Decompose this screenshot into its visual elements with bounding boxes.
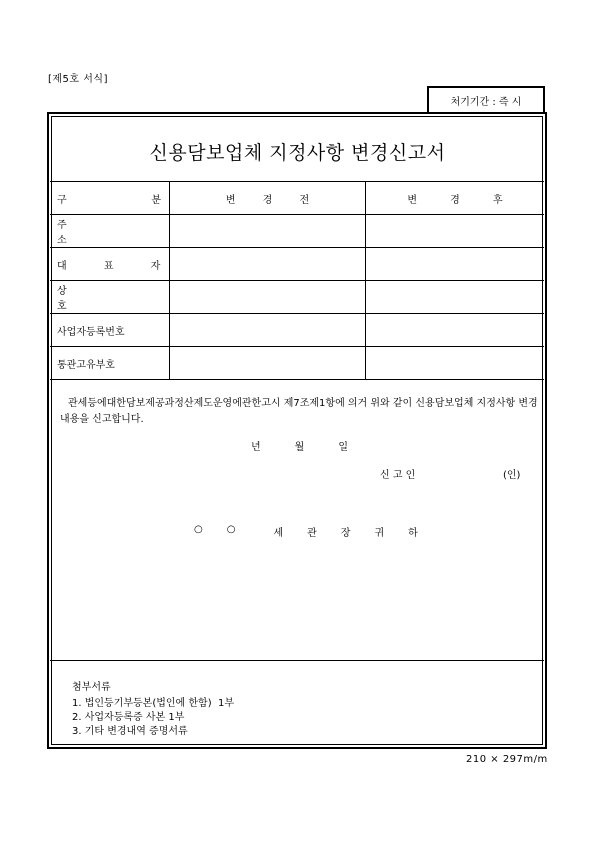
attachment-item: 3. 기타 변경내역 증명서류 xyxy=(72,726,188,737)
representative-after-field[interactable] xyxy=(366,248,544,280)
processing-period-box xyxy=(427,86,545,112)
recipient-char: ○ xyxy=(194,524,203,535)
row-label-text: 통관고유부호 xyxy=(57,359,115,371)
customs-code-before-field[interactable] xyxy=(170,347,365,379)
reporter-label: 신 고 인 xyxy=(380,470,416,481)
attachments-divider xyxy=(50,660,544,661)
date-day: 일 xyxy=(338,442,349,453)
row-label-business-reg-no xyxy=(57,314,161,346)
form-title: 신용담보업체 지정사항 변경신고서 xyxy=(149,142,446,164)
date-year: 년 xyxy=(251,442,261,453)
attachment-item: 1. 법인등기부등본(법인에 한함) 1부 xyxy=(72,698,235,709)
attachment-item: 2. 사업자등록증 사본 1부 xyxy=(72,712,185,723)
seal-mark: (인) xyxy=(503,470,521,481)
header-category-label xyxy=(57,191,161,206)
company-name-after-field[interactable] xyxy=(366,281,544,313)
row-label-text: 주 소 xyxy=(57,220,67,246)
customs-code-after-field[interactable] xyxy=(366,347,544,379)
row-label-text: 상 호 xyxy=(57,286,67,312)
header-category-char: 구 xyxy=(57,194,67,206)
row-label-representative xyxy=(57,248,161,280)
business-reg-before-field[interactable] xyxy=(170,314,365,346)
address-before-field[interactable] xyxy=(170,215,365,247)
form-number: [제5호 서식] xyxy=(48,74,108,85)
attachments-heading: 첨부서류 xyxy=(72,682,111,693)
business-reg-after-field[interactable] xyxy=(366,314,544,346)
header-before-label: 변 경 전 xyxy=(225,194,310,206)
header-category-char: 분 xyxy=(151,194,161,206)
processing-period: 처기기간 : 즉 시 xyxy=(450,96,522,108)
row-label-company-name xyxy=(57,281,161,313)
recipient-char: 세 xyxy=(273,528,284,539)
row-label-customs-code xyxy=(57,347,161,379)
row-label-text: 대 표 자 xyxy=(57,260,161,272)
address-after-field[interactable] xyxy=(366,215,544,247)
date-month: 월 xyxy=(294,442,305,453)
recipient-char: 관 xyxy=(307,528,317,539)
header-after-label: 변 경 후 xyxy=(407,194,503,206)
row-label-address xyxy=(57,215,161,247)
recipient-char: ○ xyxy=(226,524,236,535)
date-line xyxy=(251,438,348,453)
header-category-text xyxy=(57,191,161,206)
row-label-text: 사업자등록번호 xyxy=(57,326,125,338)
header-after xyxy=(366,182,544,214)
recipient-char: 장 xyxy=(340,528,351,539)
table-bottom-line xyxy=(50,379,544,380)
recipient-char: 하 xyxy=(408,528,418,539)
paper-size: 210 × 297m/m xyxy=(466,754,548,765)
declaration-text: 관세등에대한담보제공과정산제도운영에관한고시 제7조제1항에 의거 위와 같이 신용담보업체 지정사항 변경내용을 신고합니다. xyxy=(60,398,538,425)
company-name-before-field[interactable] xyxy=(170,281,365,313)
recipient-line xyxy=(194,524,418,539)
header-before xyxy=(170,182,365,214)
header-category xyxy=(57,182,161,214)
representative-before-field[interactable] xyxy=(170,248,365,280)
recipient-char: 귀 xyxy=(374,528,385,539)
